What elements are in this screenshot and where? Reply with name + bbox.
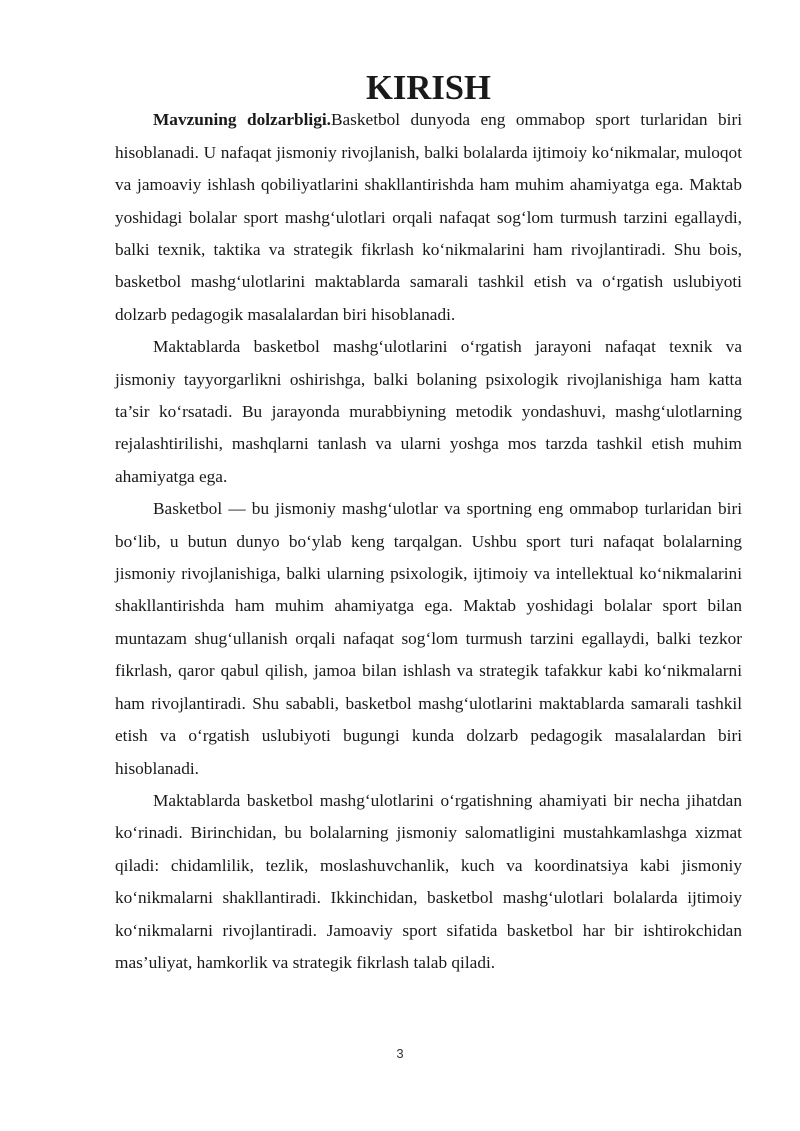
page-title: KIRISH [366,69,491,107]
paragraph-text: Basketbol dunyoda eng ommabop sport turlaridan biri hisoblanadi. U nafaqat jismoniy rivojlanish, balki bolalarda ijtimoiy ko‘nikmalar, muloqot va jamoaviy ishlash qobiliyatlarini shakllantirishda ham muhim ahamiyatga ega. Maktab yoshidagi bolalar sport mashg‘ulotlari orqali nafaqat sog‘lom turmush tarzini egallaydi, balki texnik, taktika va strategik fikrlash ko‘nikmalarini ham rivojlantiradi. Shu bois, basketbol mashg‘ulotlarini maktablarda samarali tashkil etish va o‘rgatish uslubiyoti dolzarb pedagogik masalalardan biri hisoblanadi. [115,110,742,324]
page-body [115,69,742,979]
paragraph-lead: Mavzuning dolzarbligi. [153,110,331,130]
paragraph-relevance [115,104,742,331]
paragraph: Maktablarda basketbol mashg‘ulotlarini o‘rgatish jarayoni nafaqat texnik va jismoniy tayyorgarlikni oshirishga, balki bolaning psixologik rivojlanishiga ham katta ta’sir ko‘rsatadi. Bu jarayonda murabbiyning metodik yondashuvi, mashg‘ulotlarning rejalashtirilishi, mashqlarni tanlash va ularni yoshga mos tarzda tashkil etish muhim ahamiyatga ega. [115,337,742,486]
paragraph: Maktablarda basketbol mashg‘ulotlarini o‘rgatishning ahamiyati bir necha jihatdan ko‘rinadi. Birinchidan, bu bolalarning jismoniy salomatligini mustahkamlashga xizmat qiladi: chidamlilik, tezlik, moslashuvchanlik, kuch va koordinatsiya kabi jismoniy ko‘nikmalarni shakllantiradi. Ikkinchidan, basketbol mashg‘ulotlari bolalarda ijtimoiy ko‘nikmalarni rivojlantiradi. Jamoaviy sport sifatida basketbol har bir ishtirokchidan mas’uliyat, hamkorlik va strategik fikrlash talab qiladi. [115,790,742,972]
page-number: 3 [396,1046,404,1061]
paragraph: Basketbol — bu jismoniy mashg‘ulotlar va sportning eng ommabop turlaridan biri bo‘lib, u butun dunyo bo‘ylab keng tarqalgan. Ushbu sport turi nafaqat bolalarning jismoniy rivojlanishiga, balki ularning psixologik, ijtimoiy va intellektual ko‘nikmalarini shakllantirishda ham muhim ahamiyatga ega. Maktab yoshidagi bolalar sport bilan muntazam shug‘ullanish orqali nafaqat sog‘lom turmush tarzini egallaydi, balki tezkor fikrlash, qaror qabul qilish, jamoa bilan ishlash va strategik tafakkur kabi ko‘nikmalarni ham rivojlantiradi. Shu sababli, basketbol mashg‘ulotlarini maktablarda samarali tashkil etish va o‘rgatish uslubiyoti bugungi kunda dolzarb pedagogik masalalardan biri hisoblanadi. [115,499,742,778]
